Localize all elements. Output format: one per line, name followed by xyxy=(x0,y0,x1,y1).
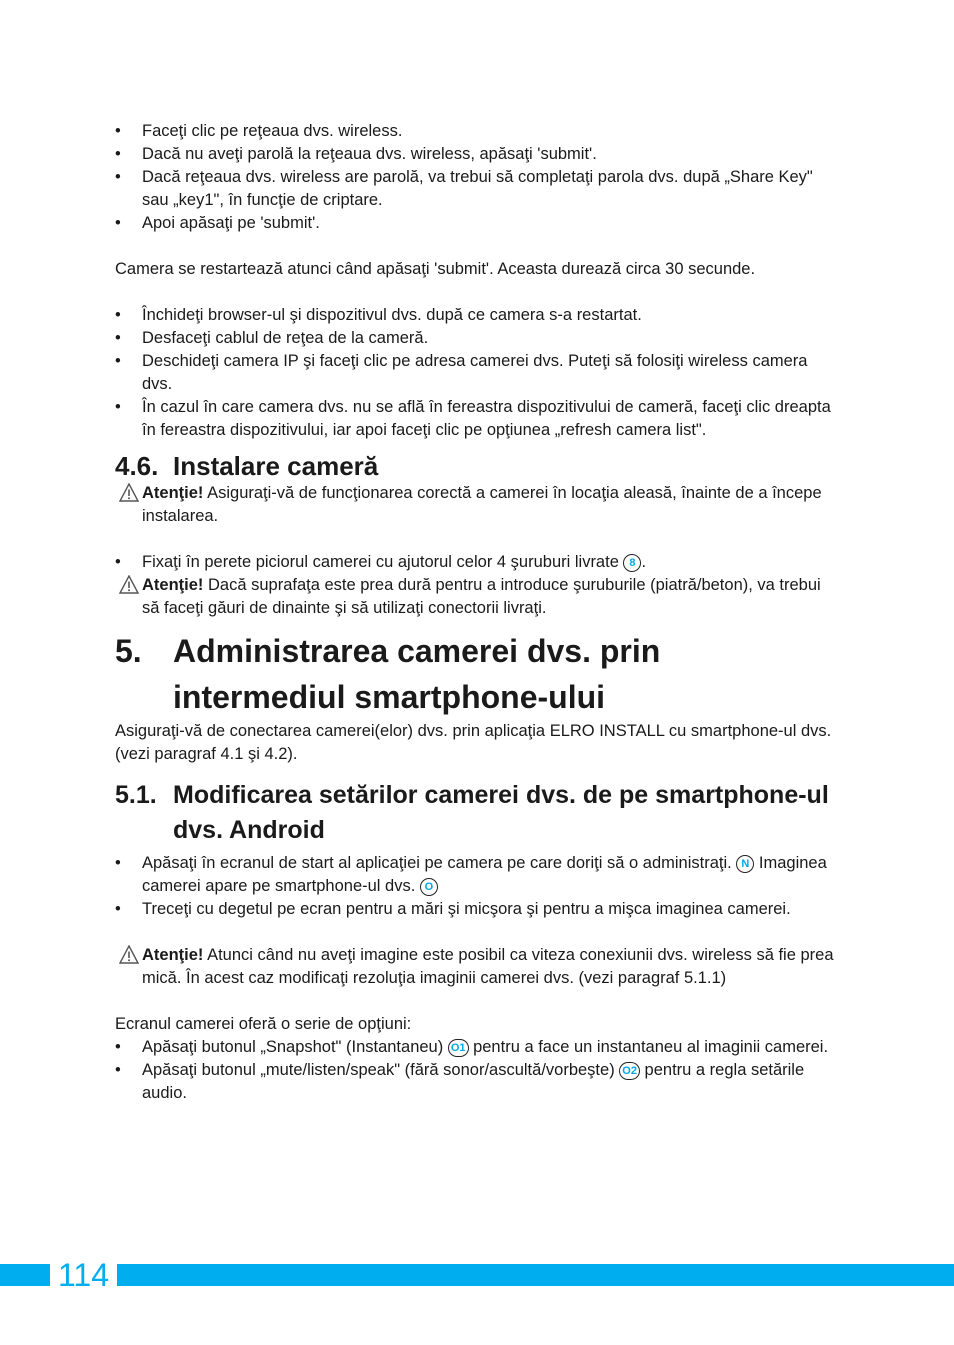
list-item: • Deschideţi camera IP şi faceţi clic pe adresa camerei dvs. Puteţi să folosiţi wireless camera dvs. xyxy=(115,350,840,396)
warning-label: Atenţie! xyxy=(142,946,204,964)
list-item: • Faceţi clic pe reţeaua dvs. wireless. xyxy=(115,120,840,143)
warning-triangle-icon xyxy=(119,483,139,502)
section-heading-4-6 xyxy=(115,450,840,482)
section-number: 5.1. xyxy=(115,781,157,809)
bullet-list-android xyxy=(115,852,840,921)
list-item xyxy=(115,551,840,574)
list-item: • Dacă reţeaua dvs. wireless are parolă, va trebui să completaţi parola dvs. după „Share Key" sau „key1", în funcţie de criptare. xyxy=(115,166,840,212)
page-content xyxy=(115,120,840,1105)
warning-note xyxy=(115,944,840,990)
page-number: 114 xyxy=(50,1256,117,1294)
bullet-list-browser xyxy=(115,304,840,442)
section-number: 4.6. xyxy=(115,451,159,481)
warning-text: Dacă suprafaţa este prea dură pentru a introduce şuruburile (piatră/beton), va trebui să faceţi găuri de dinainte şi să utilizaţi conectorii livraţi. xyxy=(142,576,821,617)
bullet-list-mount xyxy=(115,551,840,574)
list-item xyxy=(115,1059,840,1105)
warning-note xyxy=(115,482,840,528)
section-number: 5. xyxy=(115,633,142,669)
list-item xyxy=(115,1036,840,1059)
list-item: • Desfaceţi cablul de reţea de la cameră. xyxy=(115,327,840,350)
list-item: • Treceţi cu degetul pe ecran pentru a mări şi micşora şi pentru a mişca imaginea camerei. xyxy=(115,898,840,921)
section-title: Modificarea setărilor camerei dvs. de pe smartphone-ul dvs. Android xyxy=(173,781,829,844)
callout-badge-o2: O2 xyxy=(619,1062,640,1080)
warning-text: Atunci când nu aveţi imagine este posibil ca viteza conexiunii dvs. wireless să fie prea mică. În acest caz modificaţi rezoluţia imaginii camerei dvs. (vezi paragraf 5.1.1) xyxy=(142,946,834,987)
list-item-text: Apăsaţi în ecranul de start al aplicaţiei pe camera pe care doriţi să o administraţi. xyxy=(142,854,737,872)
list-item: • Dacă nu aveţi parolă la reţeaua dvs. wireless, apăsaţi 'submit'. xyxy=(115,143,840,166)
warning-triangle-icon xyxy=(119,945,139,964)
list-item-text: pentru a regla setările audio. xyxy=(142,1061,805,1102)
bullet-list-wifi xyxy=(115,120,840,235)
warning-triangle-icon xyxy=(119,575,139,594)
list-item: • În cazul în care camera dvs. nu se află în fereastra dispozitivului de cameră, faceţi clic dreapta în fereastra dispozitivului, iar apoi faceţi clic pe opţiunea „refresh camera list". xyxy=(115,396,840,442)
warning-label: Atenţie! xyxy=(142,484,204,502)
section-heading-5-1 xyxy=(115,778,840,848)
warning-label: Atenţie! xyxy=(142,576,204,594)
paragraph-connect: Asiguraţi-vă de conectarea camerei(elor) dvs. prin aplicaţia ELRO INSTALL cu smartphone-ul dvs. (vezi paragraf 4.1 şi 4.2). xyxy=(115,722,832,763)
list-item-text: Fixaţi în perete piciorul camerei cu ajutorul celor 4 şuruburi livrate xyxy=(142,553,624,571)
list-item-text: Imaginea camerei apare pe smartphone-ul dvs. xyxy=(142,854,827,895)
list-item: • Apoi apăsaţi pe 'submit'. xyxy=(115,212,840,235)
callout-badge-n: N xyxy=(736,855,754,873)
section-title: Instalare cameră xyxy=(173,451,379,481)
bullet-list-options xyxy=(115,1036,840,1105)
callout-badge-o1: O1 xyxy=(448,1039,469,1057)
callout-badge-o: O xyxy=(420,878,438,896)
list-item-text: Apăsaţi butonul „mute/listen/speak" (fără sonor/ascultă/vorbeşte) xyxy=(142,1061,620,1079)
section-title: Administrarea camerei dvs. prin intermediul smartphone-ului xyxy=(173,633,661,715)
warning-note xyxy=(115,574,840,620)
warning-text: Asiguraţi-vă de funcţionarea corectă a camerei în locaţia aleasă, înainte de a începe instalarea. xyxy=(142,484,822,525)
list-item-text: pentru a face un instantaneu al imaginii camerei. xyxy=(468,1038,829,1056)
list-item xyxy=(115,852,840,898)
paragraph-restart: Camera se restartează atunci când apăsaţi 'submit'. Aceasta durează circa 30 secunde. xyxy=(115,260,756,278)
footer-bar xyxy=(0,1264,954,1286)
list-item-text: . xyxy=(641,553,647,571)
section-heading-5 xyxy=(115,628,840,720)
list-item-text: Apăsaţi butonul „Snapshot" (Instantaneu) xyxy=(142,1038,448,1056)
callout-badge-8: 8 xyxy=(623,554,641,572)
paragraph-options: Ecranul camerei oferă o serie de opţiuni: xyxy=(115,1015,412,1033)
list-item: • Închideţi browser-ul şi dispozitivul dvs. după ce camera s-a restartat. xyxy=(115,304,840,327)
